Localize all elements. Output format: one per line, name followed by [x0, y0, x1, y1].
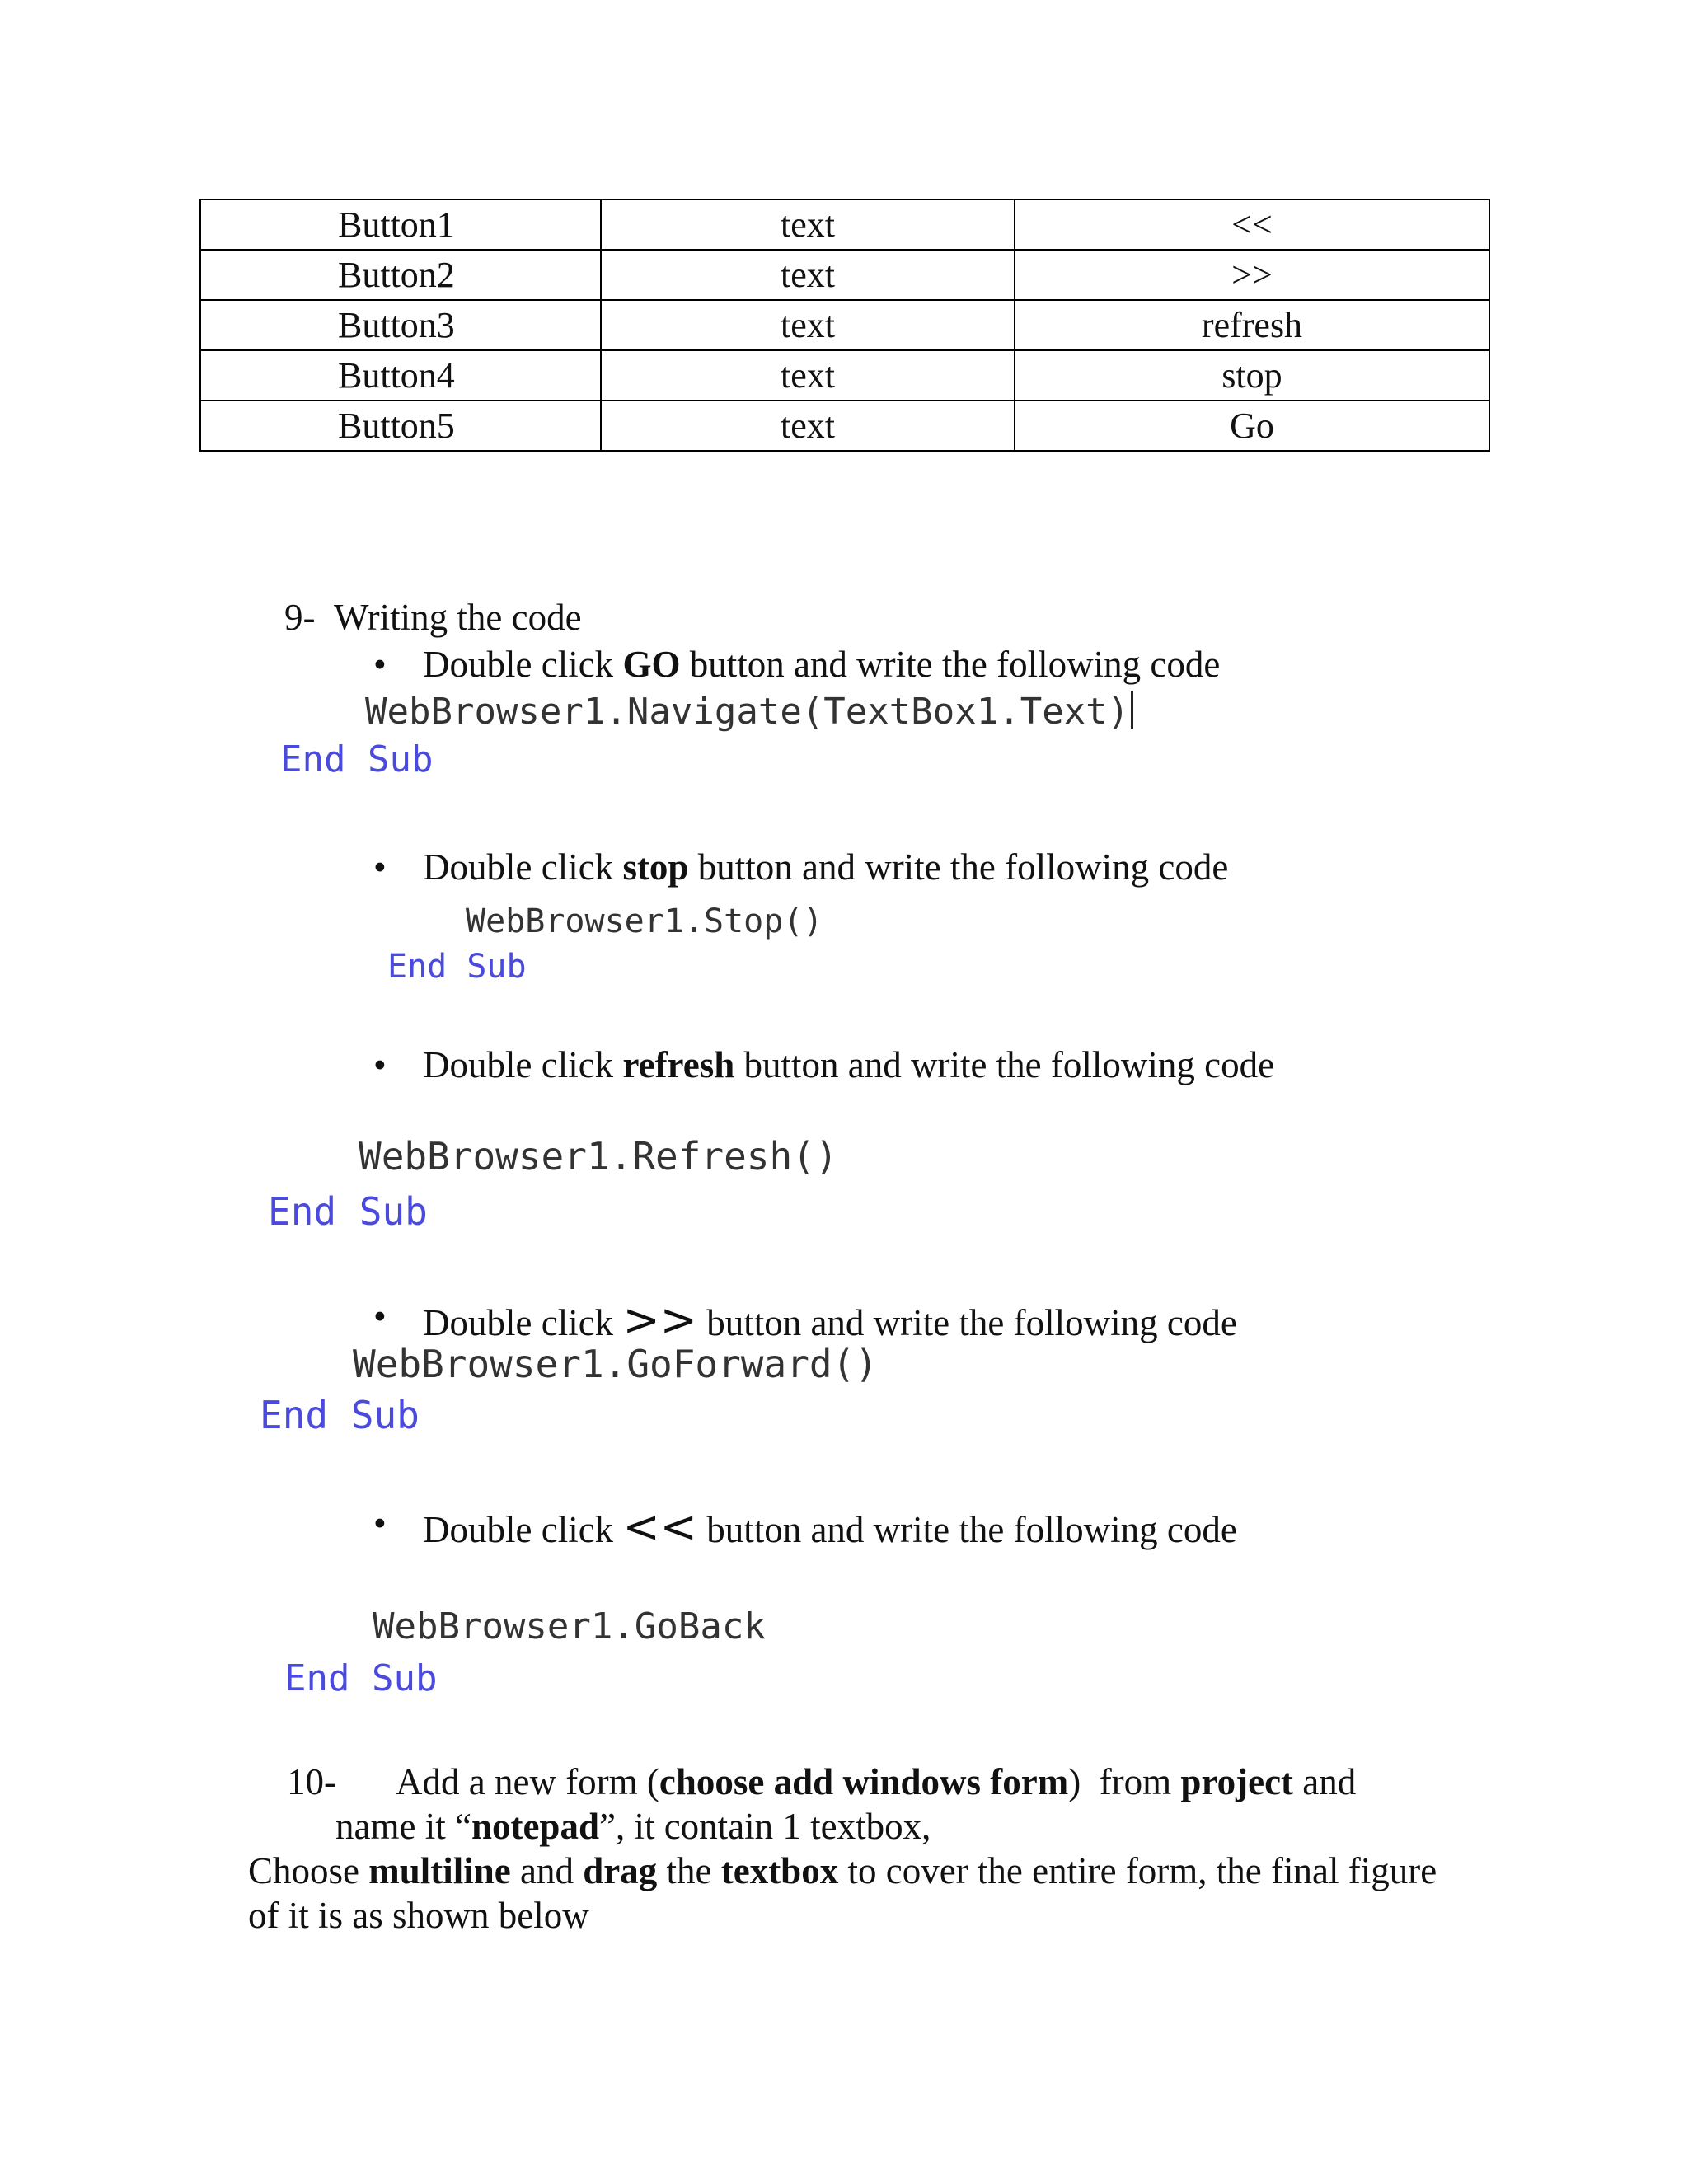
control-cell: Button2 [200, 250, 601, 300]
back-symbol: << [622, 1501, 697, 1553]
step9-number: 9- [284, 597, 316, 638]
button-properties-table [199, 199, 1490, 452]
stop-code-line: WebBrowser1.Stop() [466, 902, 823, 940]
property-cell: text [601, 199, 1015, 250]
table-row [200, 199, 1489, 250]
control-cell: Button5 [200, 401, 601, 451]
step10-line2: name it “notepad”, it contain 1 textbox, [335, 1806, 931, 1847]
value-cell: stop [1015, 350, 1489, 401]
property-cell: text [601, 401, 1015, 451]
property-cell: text [601, 350, 1015, 401]
table-row [200, 401, 1489, 451]
forward-end-sub: End Sub [260, 1393, 420, 1437]
control-cell: Button1 [200, 199, 601, 250]
back-code-line: WebBrowser1.GoBack [373, 1605, 766, 1647]
forward-instruction: • Double click >> button and write the following code [423, 1298, 1237, 1343]
step10-line1: 10- Add a new form (choose add windows form) from project and [287, 1761, 1357, 1802]
step10-line4: of it is as shown below [248, 1895, 589, 1936]
refresh-end-sub: End Sub [268, 1189, 428, 1234]
table-row [200, 350, 1489, 401]
go-end-sub: End Sub [280, 738, 434, 780]
property-cell: text [601, 250, 1015, 300]
table-row [200, 250, 1489, 300]
property-cell: text [601, 300, 1015, 350]
text-caret [1131, 691, 1133, 729]
step10-number: 10- [287, 1761, 336, 1802]
go-code-line: WebBrowser1.Navigate(TextBox1.Text) [365, 691, 1133, 730]
table-row [200, 300, 1489, 350]
control-cell: Button4 [200, 350, 601, 401]
forward-code-line: WebBrowser1.GoForward() [353, 1342, 878, 1386]
forward-symbol: >> [622, 1294, 697, 1346]
stop-instruction: • Double click stop button and write the following code [423, 849, 1228, 886]
refresh-code-line: WebBrowser1.Refresh() [359, 1134, 838, 1179]
step9-heading [284, 599, 582, 636]
refresh-instruction: • Double click refresh button and write the following code [423, 1047, 1274, 1084]
value-cell: << [1015, 199, 1489, 250]
value-cell: Go [1015, 401, 1489, 451]
value-cell: >> [1015, 250, 1489, 300]
go-instruction: • Double click GO button and write the following code [423, 646, 1220, 683]
value-cell: refresh [1015, 300, 1489, 350]
back-end-sub: End Sub [284, 1657, 438, 1699]
control-cell: Button3 [200, 300, 601, 350]
stop-keyword: stop [622, 846, 689, 888]
go-keyword: GO [622, 644, 681, 685]
stop-end-sub: End Sub [387, 948, 527, 986]
step9-title: Writing the code [334, 597, 582, 638]
back-instruction: • Double click << button and write the following code [423, 1505, 1237, 1549]
refresh-keyword: refresh [622, 1044, 735, 1085]
step10-line3: Choose multiline and drag the textbox to cover the entire form, the final figure [248, 1850, 1437, 1891]
